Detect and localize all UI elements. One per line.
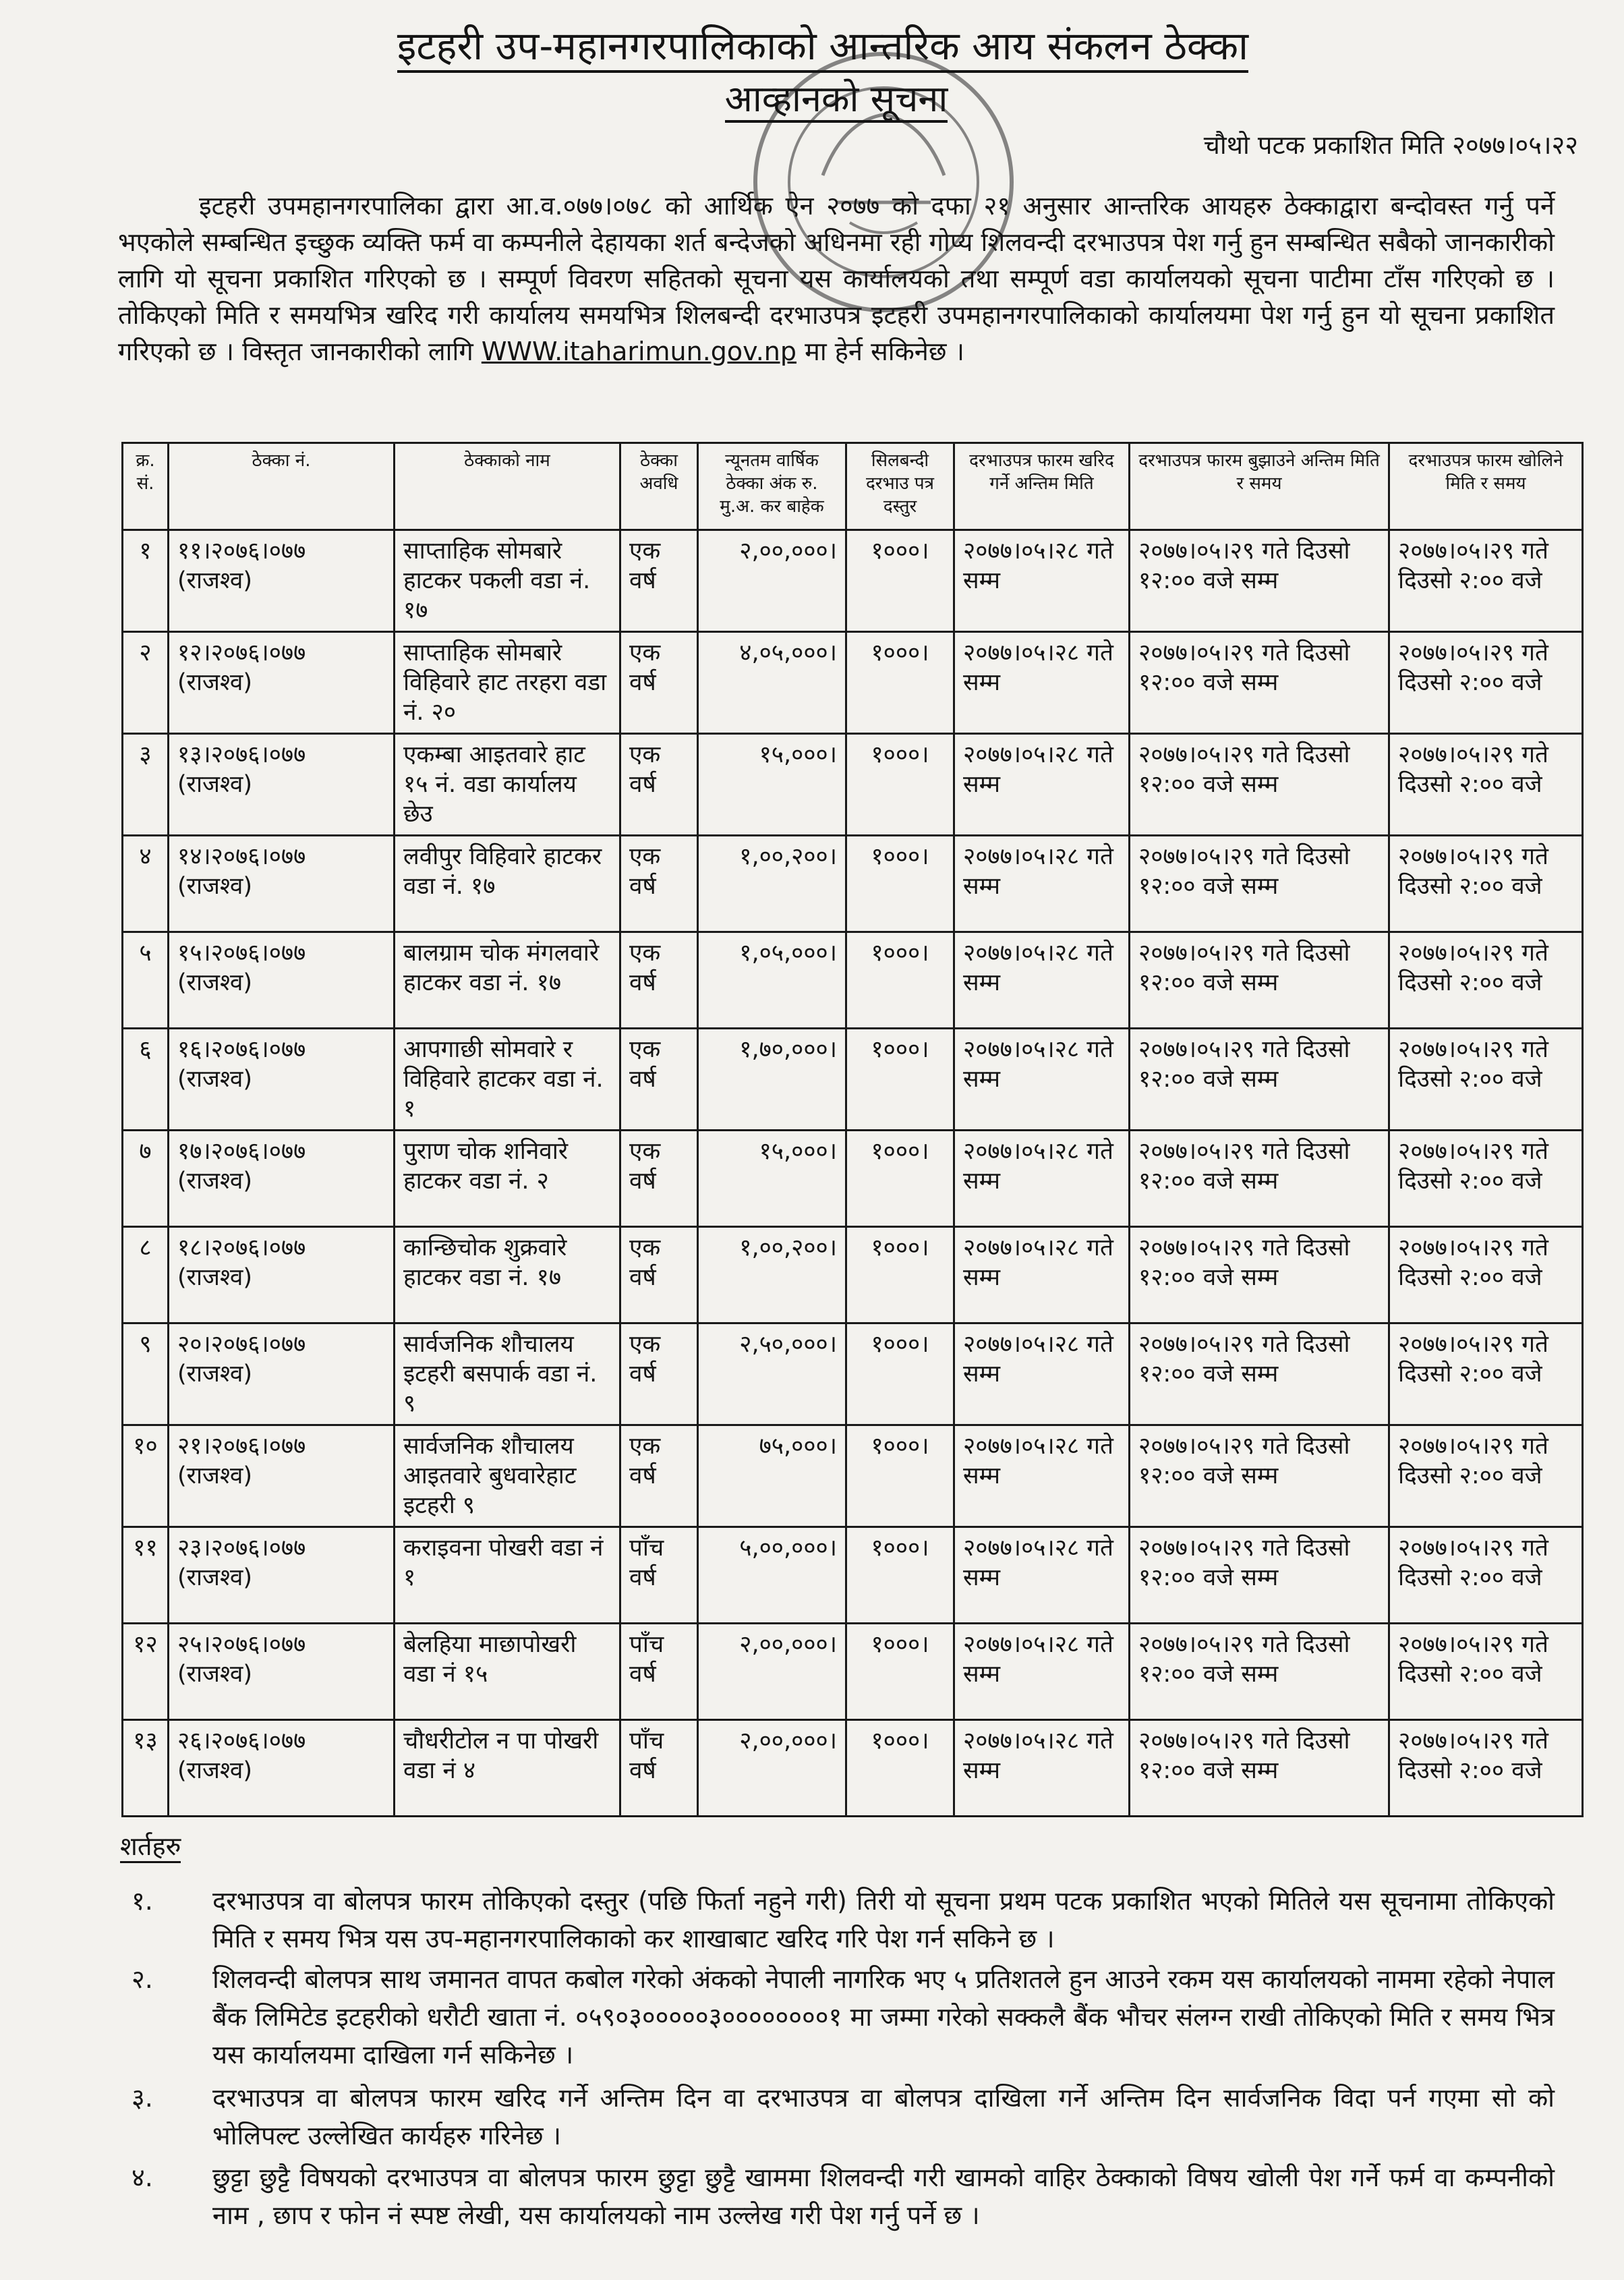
tender-period-cell: पाँच वर्ष [620,1527,698,1624]
header-open-date: दरभाउपत्र फारम खोलिने मिति र समय [1389,443,1583,530]
conditions-heading: शर्तहरु [120,1829,181,1863]
submit-deadline-cell: २०७७।०५।२९ गते दिउसो १२:०० वजे सम्म [1130,1029,1389,1131]
tender-number-cell: ११।२०७६।०७७ (राजश्व) [169,530,395,632]
tender-number-cell: १७।२०७६।०७७ (राजश्व) [169,1131,395,1227]
header-min-amount: न्यूनतम वार्षिक ठेक्का अंक रु. मु.अ. कर बाहेक [698,443,846,530]
publication-date: चौथो पटक प्रकाशित मिति २०७७।०५।२२ [1203,130,1578,160]
form-fee-cell: १०००। [846,1527,954,1624]
tender-number-cell: २५।२०७६।०७७ (राजश्व) [169,1624,395,1720]
table-row [123,1624,1583,1720]
submit-deadline-cell: २०७७।०५।२९ गते दिउसो १२:०० वजे सम्म [1130,932,1389,1029]
header-period: ठेक्का अवधि [620,443,698,530]
form-fee-cell: १०००। [846,1323,954,1425]
tender-name-cell: एकम्बा आइतवारे हाट १५ नं. वडा कार्यालय छेउ [395,734,620,836]
tender-period-cell: पाँच वर्ष [620,1624,698,1720]
tender-number-cell: १२।२०७६।०७७ (राजश्व) [169,632,395,734]
buy-deadline-cell: २०७७।०५।२८ गते सम्म [954,1131,1130,1227]
min-amount-cell: १,७०,०००। [698,1029,846,1131]
row-serial-cell: ११ [123,1527,169,1624]
submit-deadline-cell: २०७७।०५।२९ गते दिउसो १२:०० वजे सम्म [1130,1131,1389,1227]
row-serial-cell: ८ [123,1227,169,1323]
tender-name-cell: सार्वजनिक शौचालय आइतवारे बुधवारेहाट इटहरी ९ [395,1425,620,1527]
tender-name-cell: आपगाछी सोमवारे र विहिवारे हाटकर वडा नं. १ [395,1029,620,1131]
header-tender-no: ठेक्का नं. [169,443,395,530]
condition-text: शिलवन्दी बोलपत्र साथ जमानत वापत कबोल गरेको अंकको नेपाली नागरिक भए ५ प्रतिशतले हुन आउने रकम यस कार्यालयको नाममा रहेको नेपाल बैंक लिमिटेड इटहरीको धरौटी खाता नं. ०५९०३०००००३००००००००१ मा जम्मा गरेको सक्कलै बैंक भौचर संलग्न राखी तोकिएको मिति र समय भित्र यस कार्यालयमा दाखिला गर्न सकिनेछ । [212,1964,1555,2070]
tender-period-cell: एक वर्ष [620,734,698,836]
min-amount-cell: २,००,०००। [698,1720,846,1817]
header-submit-deadline: दरभाउपत्र फारम बुझाउने अन्तिम मिति र समय [1130,443,1389,530]
tender-name-cell: कराइवना पोखरी वडा नं १ [395,1527,620,1624]
table-row [123,1131,1583,1227]
opening-date-cell: २०७७।०५।२९ गते दिउसो २:०० वजे [1389,734,1583,836]
tender-period-cell: पाँच वर्ष [620,1720,698,1817]
tender-number-cell: २०।२०७६।०७७ (राजश्व) [169,1323,395,1425]
condition-item [118,1960,1555,2074]
buy-deadline-cell: २०७७।०५।२८ गते सम्म [954,1227,1130,1323]
condition-number: १. [132,1886,153,1916]
opening-date-cell: २०७७।०५।२९ गते दिउसो २:०० वजे [1389,1425,1583,1527]
buy-deadline-cell: २०७७।०५।२८ गते सम्म [954,1425,1130,1527]
opening-date-cell: २०७७।०५।२९ गते दिउसो २:०० वजे [1389,932,1583,1029]
form-fee-cell: १०००। [846,632,954,734]
notice-title: इटहरी उप-महानगरपालिकाको आन्तरिक आय संकलन ठेक्का [283,19,1362,73]
min-amount-cell: २,००,०००। [698,530,846,632]
table-row [123,1527,1583,1624]
buy-deadline-cell: २०७७।०५।२८ गते सम्म [954,734,1130,836]
header-buy-deadline: दरभाउपत्र फारम खरिद गर्ने अन्तिम मिति [954,443,1130,530]
tender-name-cell: कान्छिचोक शुक्रवारे हाटकर वडा नं. १७ [395,1227,620,1323]
min-amount-cell: १,००,२००। [698,1227,846,1323]
tender-name-cell: लवीपुर विहिवारे हाटकर वडा नं. १७ [395,836,620,932]
opening-date-cell: २०७७।०५।२९ गते दिउसो २:०० वजे [1389,1029,1583,1131]
form-fee-cell: १०००। [846,1131,954,1227]
tender-number-cell: २३।२०७६।०७७ (राजश्व) [169,1527,395,1624]
opening-date-cell: २०७७।०५।२९ गते दिउसो २:०० वजे [1389,1527,1583,1624]
tender-period-cell: एक वर्ष [620,530,698,632]
tender-number-cell: १४।२०७६।०७७ (राजश्व) [169,836,395,932]
submit-deadline-cell: २०७७।०५।२९ गते दिउसो १२:०० वजे सम्म [1130,632,1389,734]
condition-text: छुट्टा छुट्टै विषयको दरभाउपत्र वा बोलपत्र फारम छुट्टा छुट्टै खाममा शिलवन्दी गरी खामको वाहिर ठेक्काको विषय खोली पेश गर्ने फर्म वा कम्पनीको नाम , छाप र फोन नं स्पष्ट लेखी, यस कार्यालयको नाम उल्लेख गरी पेश गर्नु पर्ने छ । [212,2163,1555,2230]
header-fee: सिलबन्दी दरभाउ पत्र दस्तुर [846,443,954,530]
submit-deadline-cell: २०७७।०५।२९ गते दिउसो १२:०० वजे सम्म [1130,1425,1389,1527]
min-amount-cell: ५,००,०००। [698,1527,846,1624]
opening-date-cell: २०७७।०५।२९ गते दिउसो २:०० वजे [1389,836,1583,932]
row-serial-cell: ३ [123,734,169,836]
header-sn: क्र. सं. [123,443,169,530]
tender-name-cell: बालग्राम चोक मंगलवारे हाटकर वडा नं. १७ [395,932,620,1029]
condition-text: दरभाउपत्र वा बोलपत्र फारम खरिद गर्ने अन्तिम दिन वा दरभाउपत्र वा बोलपत्र दाखिला गर्ने अन्तिम दिन सार्वजनिक विदा पर्न गएमा सो को भोलिपल्ट उल्लेखित कार्यहरु गरिनेछ । [212,2083,1555,2150]
table-row [123,1720,1583,1817]
tender-number-cell: २१।२०७६।०७७ (राजश्व) [169,1425,395,1527]
opening-date-cell: २०७७।०५।२९ गते दिउसो २:०० वजे [1389,632,1583,734]
condition-number: ३. [132,2083,153,2113]
opening-date-cell: २०७७।०५।२९ गते दिउसो २:०० वजे [1389,1227,1583,1323]
min-amount-cell: २,००,०००। [698,1624,846,1720]
buy-deadline-cell: २०७७।०५।२८ गते सम्म [954,1323,1130,1425]
tender-period-cell: एक वर्ष [620,1131,698,1227]
table-row [123,1323,1583,1425]
submit-deadline-cell: २०७७।०५।२९ गते दिउसो १२:०० वजे सम्म [1130,1720,1389,1817]
table-row [123,1227,1583,1323]
table-row [123,632,1583,734]
min-amount-cell: १५,०००। [698,1131,846,1227]
form-fee-cell: १०००। [846,1425,954,1527]
tender-period-cell: एक वर्ष [620,836,698,932]
condition-item [118,2079,1555,2155]
tender-period-cell: एक वर्ष [620,1029,698,1131]
intro-paragraph [118,188,1555,370]
min-amount-cell: २,५०,०००। [698,1323,846,1425]
buy-deadline-cell: २०७७।०५।२८ गते सम्म [954,1527,1130,1624]
tender-rows [123,530,1583,1817]
header-tender-name: ठेक्काको नाम [395,443,620,530]
tender-number-cell: २६।२०७६।०७७ (राजश्व) [169,1720,395,1817]
condition-number: २. [132,1964,153,1994]
buy-deadline-cell: २०७७।०५।२८ गते सम्म [954,836,1130,932]
table-row [123,530,1583,632]
buy-deadline-cell: २०७७।०५।२८ गते सम्म [954,530,1130,632]
tender-name-cell: बेलहिया माछापोखरी वडा नं १५ [395,1624,620,1720]
intro-text: इटहरी उपमहानगरपालिका द्वारा आ.व.०७७।०७८ को आर्थिक ऐन २०७७ को दफा २१ अनुसार आन्तरिक आयहरु ठेक्काद्वारा बन्दोवस्त गर्नु पर्ने भएकोले सम्बन्धित इच्छुक व्यक्ति फर्म वा कम्पनीले देहायका शर्त बन्देजको अधिनमा रही गोप्य शिलवन्दी दरभाउपत्र पेश गर्नु हुन सम्बन्धित सबैको जानकारीको लागि यो सूचना प्रकाशित गरिएको छ । सम्पूर्ण विवरण सहितको सूचना यस कार्यालयको तथा सम्पूर्ण वडा कार्यालयको सूचना पाटीमा टाँस गरिएको छ । तोकिएको मिति र समयभित्र खरिद गरी कार्यालय समयभित्र शिलबन्दी दरभाउपत्र इटहरी उपमहानगरपालिकाको कार्यालयमा पेश गर्नु हुन यो सूचना प्रकाशित गरिएको छ । विस्तृत जानकारीको लागि [118,191,1555,366]
opening-date-cell: २०७७।०५।२९ गते दिउसो २:०० वजे [1389,530,1583,632]
submit-deadline-cell: २०७७।०५।२९ गते दिउसो १२:०० वजे सम्म [1130,1323,1389,1425]
tender-name-cell: साप्ताहिक सोमबारे हाटकर पकली वडा नं. १७ [395,530,620,632]
table-row [123,1029,1583,1131]
row-serial-cell: २ [123,632,169,734]
intro-tail: मा हेर्न सकिनेछ । [796,337,965,366]
row-serial-cell: १ [123,530,169,632]
condition-item [118,1882,1555,1958]
row-serial-cell: ७ [123,1131,169,1227]
row-serial-cell: १२ [123,1624,169,1720]
website-link[interactable]: WWW.itaharimun.gov.np [481,337,797,366]
form-fee-cell: १०००। [846,734,954,836]
tender-period-cell: एक वर्ष [620,1227,698,1323]
tender-name-cell: पुराण चोक शनिवारे हाटकर वडा नं. २ [395,1131,620,1227]
buy-deadline-cell: २०७७।०५।२८ गते सम्म [954,632,1130,734]
row-serial-cell: ४ [123,836,169,932]
tender-name-cell: चौधरीटोल न पा पोखरी वडा नं ४ [395,1720,620,1817]
opening-date-cell: २०७७।०५।२९ गते दिउसो २:०० वजे [1389,1323,1583,1425]
form-fee-cell: १०००। [846,836,954,932]
tender-name-cell: साप्ताहिक सोमबारे विहिवारे हाट तरहरा वडा नं. २० [395,632,620,734]
min-amount-cell: १,०५,०००। [698,932,846,1029]
submit-deadline-cell: २०७७।०५।२९ गते दिउसो १२:०० वजे सम्म [1130,1527,1389,1624]
min-amount-cell: १५,०००। [698,734,846,836]
submit-deadline-cell: २०७७।०५।२९ गते दिउसो १२:०० वजे सम्म [1130,734,1389,836]
buy-deadline-cell: २०७७।०५।२८ गते सम्म [954,1624,1130,1720]
tender-number-cell: १५।२०७६।०७७ (राजश्व) [169,932,395,1029]
tender-number-cell: १६।२०७६।०७७ (राजश्व) [169,1029,395,1131]
form-fee-cell: १०००। [846,1624,954,1720]
min-amount-cell: ७५,०००। [698,1425,846,1527]
table-header-row [123,443,1583,530]
table-row [123,932,1583,1029]
table-row [123,734,1583,836]
tender-number-cell: १८।२०७६।०७७ (राजश्व) [169,1227,395,1323]
submit-deadline-cell: २०७७।०५।२९ गते दिउसो १२:०० वजे सम्म [1130,1624,1389,1720]
tender-name-cell: सार्वजनिक शौचालय इटहरी बसपार्क वडा नं. ९ [395,1323,620,1425]
submit-deadline-cell: २०७७।०५।२९ गते दिउसो १२:०० वजे सम्म [1130,1227,1389,1323]
condition-text: दरभाउपत्र वा बोलपत्र फारम तोकिएको दस्तुर (पछि फिर्ता नहुने गरी) तिरी यो सूचना प्रथम पटक प्रकाशित भएको मितिले यस सूचनामा तोकिएको मिति र समय भित्र यस उप-महानगरपालिकाको कर शाखाबाट खरिद गरि पेश गर्न सकिने छ । [212,1886,1555,1954]
row-serial-cell: १३ [123,1720,169,1817]
form-fee-cell: १०००। [846,1227,954,1323]
form-fee-cell: १०००। [846,1720,954,1817]
form-fee-cell: १०००। [846,932,954,1029]
tender-period-cell: एक वर्ष [620,1323,698,1425]
min-amount-cell: ४,०५,०००। [698,632,846,734]
submit-deadline-cell: २०७७।०५।२९ गते दिउसो १२:०० वजे सम्म [1130,530,1389,632]
buy-deadline-cell: २०७७।०५।२८ गते सम्म [954,1029,1130,1131]
row-serial-cell: ९ [123,1323,169,1425]
row-serial-cell: ५ [123,932,169,1029]
opening-date-cell: २०७७।०५।२९ गते दिउसो २:०० वजे [1389,1131,1583,1227]
tender-period-cell: एक वर्ष [620,632,698,734]
row-serial-cell: १० [123,1425,169,1527]
table-row [123,1425,1583,1527]
opening-date-cell: २०७७।०५।२९ गते दिउसो २:०० वजे [1389,1624,1583,1720]
tender-period-cell: एक वर्ष [620,932,698,1029]
table-row [123,836,1583,932]
tender-number-cell: १३।२०७६।०७७ (राजश्व) [169,734,395,836]
row-serial-cell: ६ [123,1029,169,1131]
form-fee-cell: १०००। [846,530,954,632]
buy-deadline-cell: २०७७।०५।२८ गते सम्म [954,1720,1130,1817]
tender-table [121,442,1584,1817]
buy-deadline-cell: २०७७।०५।२८ गते सम्म [954,932,1130,1029]
opening-date-cell: २०७७।०५।२९ गते दिउसो २:०० वजे [1389,1720,1583,1817]
min-amount-cell: १,००,२००। [698,836,846,932]
notice-subtitle: आव्हानको सूचना [607,76,1066,123]
tender-period-cell: एक वर्ष [620,1425,698,1527]
submit-deadline-cell: २०७७।०५।२९ गते दिउसो १२:०० वजे सम्म [1130,836,1389,932]
form-fee-cell: १०००। [846,1029,954,1131]
condition-number: ४. [132,2163,153,2192]
condition-item [118,2159,1555,2234]
